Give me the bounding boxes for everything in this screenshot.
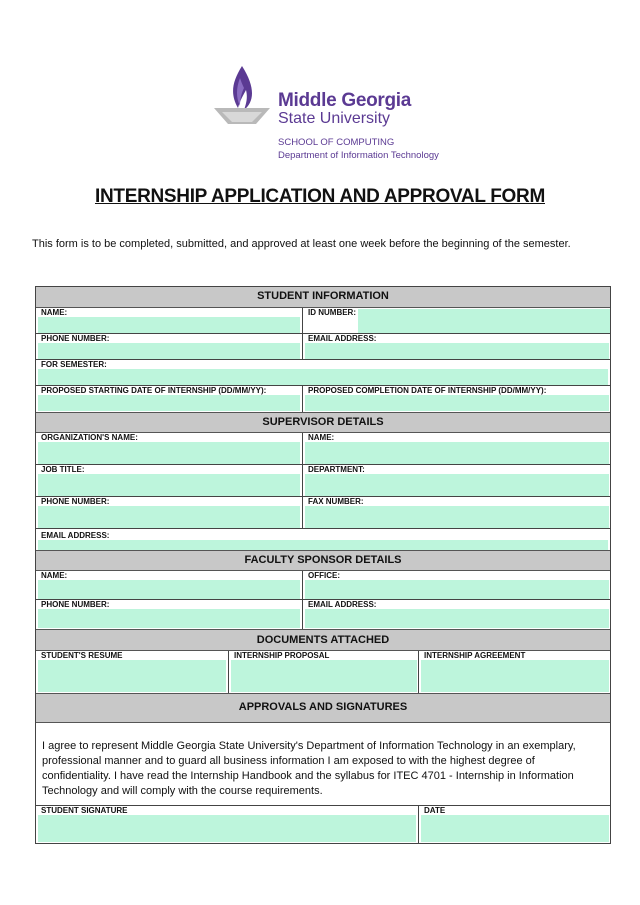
intro-text: This form is to be completed, submitted, and approved at least one week before the beginning of the semester. <box>32 238 571 250</box>
department-name: Department of Information Technology <box>278 150 439 161</box>
fax-field[interactable] <box>305 506 609 528</box>
student-name-field[interactable] <box>38 317 300 333</box>
university-logo <box>210 64 450 164</box>
supervisor-email-cell <box>36 529 610 550</box>
agreement-label: INTERNSHIP AGREEMENT <box>424 651 526 660</box>
supervisor-email-label: EMAIL ADDRESS: <box>41 531 110 540</box>
org-name-label: ORGANIZATION'S NAME: <box>41 433 138 442</box>
supervisor-name-cell <box>302 433 610 465</box>
student-phone-label: PHONE NUMBER: <box>41 334 110 343</box>
org-name-cell <box>36 433 302 465</box>
supervisor-section-header: SUPERVISOR DETAILS <box>36 412 610 433</box>
supervisor-name-label: NAME: <box>308 433 335 442</box>
documents-section-header: DOCUMENTS ATTACHED <box>36 629 610 651</box>
supervisor-phone-field[interactable] <box>38 506 300 528</box>
job-title-cell <box>36 465 302 497</box>
agreement-statement: I agree to represent Middle Georgia State University's Department of Information Technology in an exemplary, professional manner and to guard all business information I am exposed to with the highest degree of confidentiality. I have read the Internship Handbook and the syllabus for ITEC 4701 - Internship in Information Technology and will comply with the course requirements. <box>42 740 576 797</box>
signature-label: STUDENT SIGNATURE <box>41 806 128 815</box>
student-id-field[interactable] <box>358 309 610 333</box>
signature-cell <box>36 806 418 843</box>
supervisor-phone-cell <box>36 497 302 529</box>
faculty-email-field[interactable] <box>305 609 609 628</box>
supervisor-phone-label: PHONE NUMBER: <box>41 497 110 506</box>
flame-logo-icon <box>210 64 274 128</box>
page-title: INTERNSHIP APPLICATION AND APPROVAL FORM <box>94 186 545 207</box>
agreement-cell <box>418 651 610 693</box>
student-id-label: ID NUMBER: <box>308 308 356 317</box>
agreement-checkbox[interactable] <box>421 660 609 692</box>
school-name: SCHOOL OF COMPUTING <box>278 137 395 148</box>
faculty-name-field[interactable] <box>38 580 300 599</box>
start-date-field[interactable] <box>38 395 300 411</box>
start-date-label: PROPOSED STARTING DATE OF INTERNSHIP (DD/MM/YY): <box>41 386 267 395</box>
resume-label: STUDENT'S RESUME <box>41 651 123 660</box>
proposal-checkbox[interactable] <box>231 660 417 692</box>
student-semester-cell <box>36 360 610 386</box>
faculty-phone-label: PHONE NUMBER: <box>41 600 110 609</box>
proposal-label: INTERNSHIP PROPOSAL <box>234 651 330 660</box>
faculty-name-cell <box>36 571 302 600</box>
student-semester-label: FOR SEMESTER: <box>41 360 107 369</box>
student-email-label: EMAIL ADDRESS: <box>308 334 377 343</box>
faculty-name-label: NAME: <box>41 571 68 580</box>
student-email-field[interactable] <box>305 343 609 359</box>
job-title-field[interactable] <box>38 474 300 496</box>
faculty-email-cell <box>302 600 610 629</box>
resume-checkbox[interactable] <box>38 660 226 692</box>
org-name-field[interactable] <box>38 442 300 464</box>
student-id-cell <box>302 308 610 334</box>
fax-label: FAX NUMBER: <box>308 497 364 506</box>
fax-cell <box>302 497 610 529</box>
end-date-cell <box>302 386 610 412</box>
supervisor-name-field[interactable] <box>305 442 609 464</box>
student-semester-field[interactable] <box>38 369 608 385</box>
date-cell <box>418 806 610 843</box>
faculty-section-header: FACULTY SPONSOR DETAILS <box>36 550 610 571</box>
student-email-cell <box>302 334 610 360</box>
logo-line2: State University <box>278 110 391 127</box>
student-phone-cell <box>36 334 302 360</box>
logo-line1: Middle Georgia <box>278 90 412 111</box>
student-section-header: STUDENT INFORMATION <box>36 287 610 308</box>
application-form <box>35 286 611 844</box>
department-label: DEPARTMENT: <box>308 465 365 474</box>
end-date-field[interactable] <box>305 395 609 411</box>
date-label: DATE <box>424 806 446 815</box>
office-cell <box>302 571 610 600</box>
student-name-label: NAME: <box>41 308 68 317</box>
approvals-section-header: APPROVALS AND SIGNATURES <box>36 693 610 723</box>
job-title-label: JOB TITLE: <box>41 465 85 474</box>
student-name-cell <box>36 308 302 334</box>
department-cell <box>302 465 610 497</box>
faculty-phone-cell <box>36 600 302 629</box>
end-date-label: PROPOSED COMPLETION DATE OF INTERNSHIP (DD/MM/YY): <box>308 386 547 395</box>
student-phone-field[interactable] <box>38 343 300 359</box>
faculty-email-label: EMAIL ADDRESS: <box>308 600 377 609</box>
department-field[interactable] <box>305 474 609 496</box>
office-label: OFFICE: <box>308 571 340 580</box>
date-field[interactable] <box>421 815 609 842</box>
faculty-phone-field[interactable] <box>38 609 300 628</box>
signature-field[interactable] <box>38 815 416 842</box>
resume-cell <box>36 651 228 693</box>
start-date-cell <box>36 386 302 412</box>
office-field[interactable] <box>305 580 609 599</box>
proposal-cell <box>228 651 418 693</box>
supervisor-email-field[interactable] <box>38 540 608 550</box>
